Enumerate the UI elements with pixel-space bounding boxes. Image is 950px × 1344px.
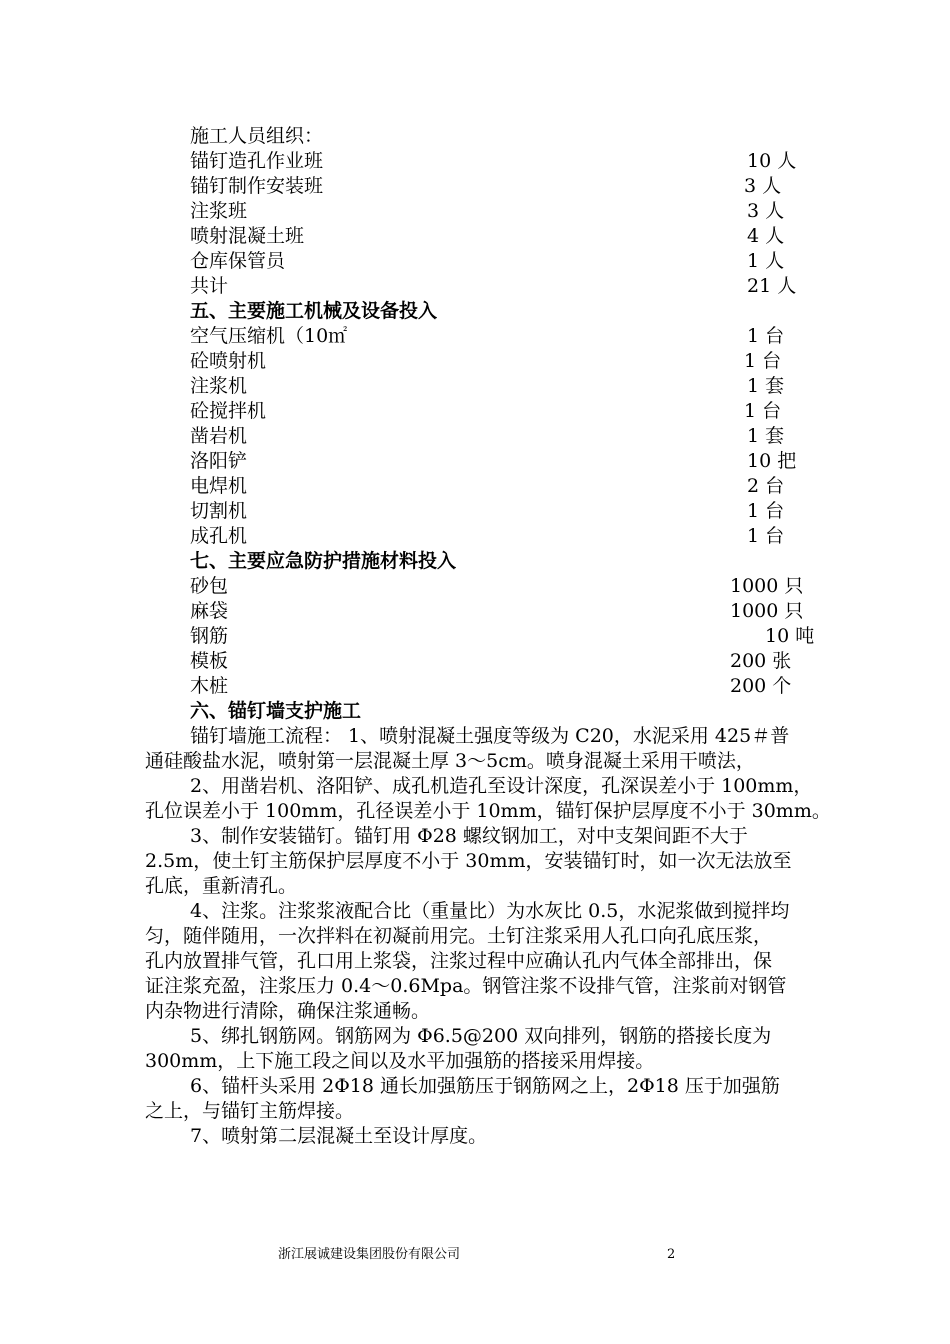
paragraph-line: 内杂物进行清除，确保注浆通畅。 bbox=[145, 1000, 431, 1022]
list-item: 注浆机 1 套 bbox=[190, 375, 785, 397]
paragraph-line: 7、喷射第二层混凝土至设计厚度。 bbox=[190, 1125, 488, 1147]
paragraph-line: 5、绑扎钢筋网。钢筋网为 Φ6.5@200 双向排列，钢筋的搭接长度为 bbox=[190, 1025, 772, 1047]
paragraph-line: 2、用凿岩机、洛阳铲、成孔机造孔至设计深度，孔深误差小于 100mm， bbox=[190, 775, 813, 797]
paragraph-line: 证注浆充盈，注浆压力 0.4～0.6Mpa。钢管注浆不设排气管，注浆前对钢管 bbox=[145, 975, 787, 997]
list-item: 切割机 1 台 bbox=[190, 500, 785, 522]
list-item: 模板 200 张 bbox=[190, 650, 792, 672]
resource-lists bbox=[190, 124, 815, 724]
paragraph-line: 4、注浆。注浆浆液配合比（重量比）为水灰比 0.5，水泥浆做到搅拌均 bbox=[190, 900, 790, 922]
paragraph-line: 2.5m，使土钉主筋保护层厚度不小于 30mm，安装锚钉时，如一次无法放至 bbox=[145, 850, 792, 872]
paragraph-line: 之上，与锚钉主筋焊接。 bbox=[145, 1100, 355, 1122]
list-item: 砼喷射机 1 台 bbox=[190, 350, 782, 372]
footer-company: 浙江展诚建设集团股份有限公司 bbox=[278, 1247, 461, 1262]
list-item: 电焊机 2 台 bbox=[190, 475, 785, 497]
machinery-heading: 五、主要施工机械及设备投入 bbox=[190, 300, 438, 322]
list-item: 麻袋 1000 只 bbox=[190, 600, 804, 622]
list-item: 空气压缩机（10㎡ 1 台 bbox=[190, 325, 785, 347]
list-item: 仓库保管员 1 人 bbox=[190, 250, 785, 272]
list-item: 砂包 1000 只 bbox=[190, 575, 804, 597]
list-item: 成孔机 1 台 bbox=[190, 525, 785, 547]
staff-title-text: 施工人员组织： bbox=[190, 125, 324, 147]
paragraph-line: 3、制作安装锚钉。锚钉用 Φ28 螺纹钢加工，对中支架间距不大于 bbox=[190, 825, 748, 847]
paragraph-line: 匀，随伴随用，一次拌料在初凝前用完。土钉注浆采用人孔口向孔底压浆， bbox=[145, 925, 773, 947]
staff-title bbox=[190, 124, 810, 149]
list-item: 喷射混凝土班 4 人 bbox=[190, 225, 785, 247]
list-item: 砼搅拌机 1 台 bbox=[190, 400, 782, 422]
section6-heading: 六、锚钉墙支护施工 bbox=[190, 700, 362, 722]
paragraph-line: 锚钉墙施工流程： 1、喷射混凝土强度等级为 C20，水泥采用 425＃普 bbox=[190, 725, 790, 747]
section6-body bbox=[145, 724, 831, 1149]
list-item: 钢筋 10 吨 bbox=[190, 625, 815, 647]
list-item: 洛阳铲 10 把 bbox=[190, 450, 797, 472]
list-item: 锚钉制作安装班 3 人 bbox=[190, 175, 782, 197]
paragraph-line: 6、锚杆头采用 2Φ18 通长加强筋压于钢筋网之上，2Φ18 压于加强筋 bbox=[190, 1075, 780, 1097]
paragraph-line: 通硅酸盐水泥，喷射第一层混凝土厚 3～5cm。喷身混凝土采用干喷法， bbox=[145, 750, 755, 772]
page-number: 2 bbox=[667, 1247, 676, 1262]
paragraph-line: 孔底，重新清孔。 bbox=[145, 875, 298, 897]
paragraph-line: 300mm，上下施工段之间以及水平加强筋的搭接采用焊接。 bbox=[145, 1050, 655, 1072]
list-item: 锚钉造孔作业班 10 人 bbox=[190, 150, 797, 172]
list-item: 注浆班 3 人 bbox=[190, 200, 785, 222]
paragraph-line: 孔位误差小于 100mm，孔径误差小于 10mm，锚钉保护层厚度不小于 30mm。 bbox=[145, 800, 831, 822]
list-item: 共计 21 人 bbox=[190, 275, 797, 297]
emergency-heading: 七、主要应急防护措施材料投入 bbox=[190, 550, 457, 572]
paragraph-line: 孔内放置排气管，孔口用上浆袋，注浆过程中应确认孔内气体全部排出，保 bbox=[145, 950, 773, 972]
list-item: 凿岩机 1 套 bbox=[190, 425, 785, 447]
list-item: 木桩 200 个 bbox=[190, 675, 792, 697]
